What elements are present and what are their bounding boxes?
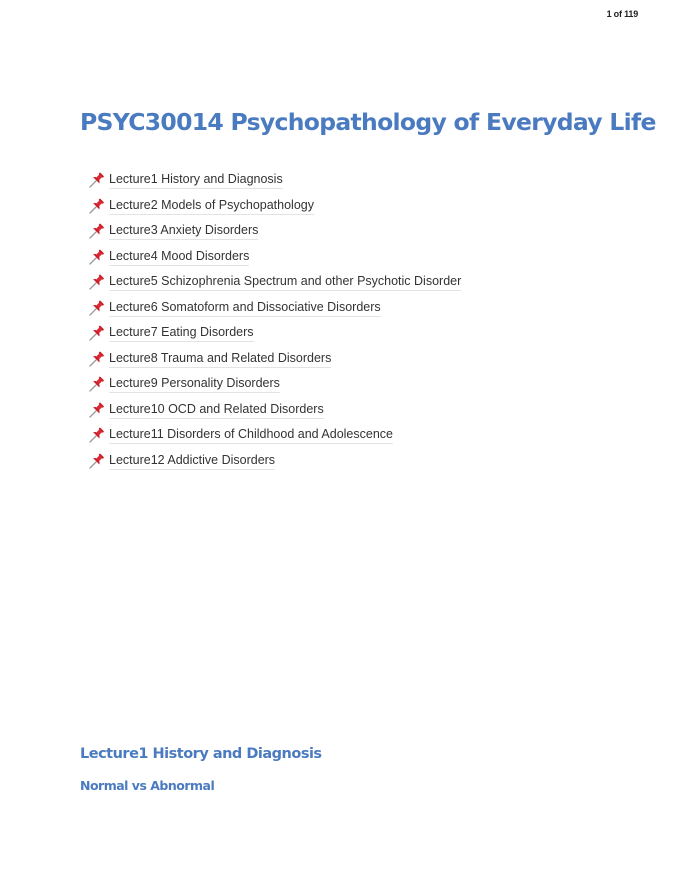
pushpin-icon (88, 325, 106, 341)
toc-link[interactable]: Lecture3 Anxiety Disorders (109, 223, 258, 240)
toc-item (88, 223, 461, 249)
toc-link[interactable]: Lecture9 Personality Disorders (109, 376, 280, 393)
toc-link[interactable]: Lecture11 Disorders of Childhood and Adolescence (109, 427, 393, 444)
toc-link[interactable]: Lecture6 Somatoform and Dissociative Disorders (109, 300, 381, 317)
toc-link[interactable]: Lecture5 Schizophrenia Spectrum and other Psychotic Disorder (109, 274, 461, 291)
toc-link[interactable]: Lecture7 Eating Disorders (109, 325, 254, 342)
toc-item (88, 249, 461, 275)
toc-item (88, 402, 461, 428)
toc-item (88, 376, 461, 402)
toc-item (88, 274, 461, 300)
document-title: PSYC30014 Psychopathology of Everyday Life (80, 108, 656, 136)
pushpin-icon (88, 249, 106, 265)
pushpin-icon (88, 300, 106, 316)
pushpin-icon (88, 351, 106, 367)
toc-item (88, 325, 461, 351)
pushpin-icon (88, 198, 106, 214)
toc-item (88, 198, 461, 224)
toc-link[interactable]: Lecture10 OCD and Related Disorders (109, 402, 324, 419)
toc-link[interactable]: Lecture1 History and Diagnosis (109, 172, 283, 189)
pushpin-icon (88, 274, 106, 290)
pushpin-icon (88, 402, 106, 418)
section-heading: Lecture1 History and Diagnosis (80, 746, 322, 762)
pushpin-icon (88, 223, 106, 239)
toc-link[interactable]: Lecture2 Models of Psychopathology (109, 198, 314, 215)
toc-item (88, 172, 461, 198)
table-of-contents (88, 172, 461, 478)
pushpin-icon (88, 427, 106, 443)
toc-link[interactable]: Lecture4 Mood Disorders (109, 249, 249, 266)
toc-item (88, 300, 461, 326)
pushpin-icon (88, 453, 106, 469)
toc-link[interactable]: Lecture12 Addictive Disorders (109, 453, 275, 470)
page-counter: 1 of 119 (606, 9, 638, 19)
toc-item (88, 453, 461, 479)
sub-heading: Normal vs Abnormal (80, 778, 215, 793)
toc-item (88, 351, 461, 377)
pushpin-icon (88, 376, 106, 392)
toc-item (88, 427, 461, 453)
toc-link[interactable]: Lecture8 Trauma and Related Disorders (109, 351, 331, 368)
pushpin-icon (88, 172, 106, 188)
